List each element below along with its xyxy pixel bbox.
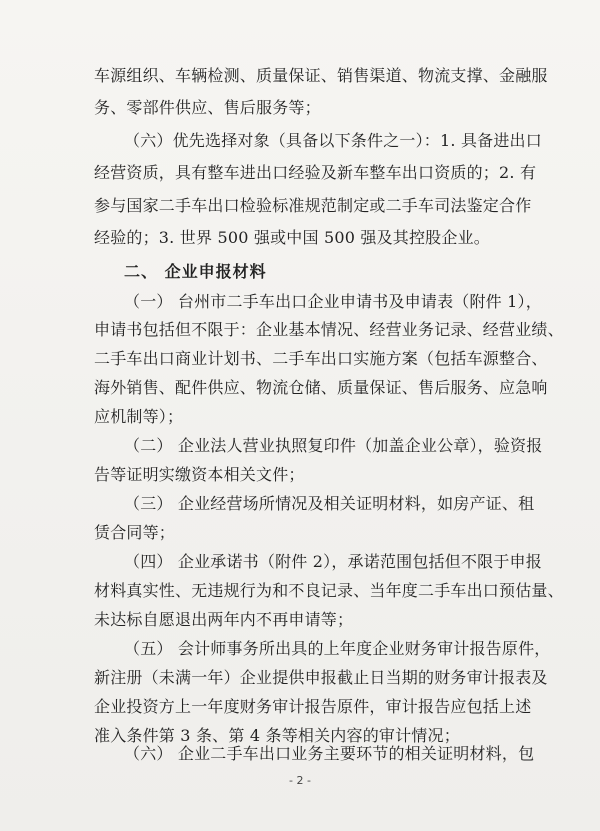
text-line-22: 企业投资方上一年度财务审计报告原件，审计报告应包括上述 xyxy=(94,697,532,716)
text-line-18: 材料真实性、无违规行为和不良记录、当年度二手车出口预估量、 xyxy=(94,581,564,600)
text-line-1: 车源组织、车辆检测、质量保证、销售渠道、物流支撑、金融服 xyxy=(94,66,548,85)
section-heading: 二、 企业申报材料 xyxy=(124,262,267,281)
text-line-16: 赁合同等； xyxy=(94,523,176,542)
text-line-19: 未达标自愿退出两年内不再申请等； xyxy=(94,610,354,629)
text-line-2: 务、零部件供应、售后服务等； xyxy=(94,98,321,117)
text-line-3: （六）优先选择对象（具备以下条件之一）：1. 具备进出口 xyxy=(124,131,542,150)
text-line-24: （六） 企业二手车出口业务主要环节的相关证明材料，包 xyxy=(124,744,535,763)
text-line-21: 新注册（未满一年）企业提供申报截止日当期的财务审计报表及 xyxy=(94,668,548,687)
text-line-15: （三） 企业经营场所情况及相关证明材料，如房产证、租 xyxy=(124,494,535,513)
text-line-12: 应机制等）； xyxy=(94,407,184,426)
text-line-9: 申请书包括但不限于：企业基本情况、经营业务记录、经营业绩、 xyxy=(94,320,564,339)
text-line-13: （二） 企业法人营业执照复印件（加盖企业公章），验资报 xyxy=(124,436,543,455)
text-line-4: 经营资质，具有整车进出口经验及新车整车出口资质的；2. 有 xyxy=(94,163,537,182)
text-line-23: 准入条件第 3 条、第 4 条等相关内容的审计情况； xyxy=(94,726,460,745)
text-line-14: 告等证明实缴资本相关文件； xyxy=(94,465,305,484)
text-line-5: 参与国家二手车出口检验标准规范制定或二手车司法鉴定合作 xyxy=(94,196,532,215)
page-number: - 2 - xyxy=(289,774,311,787)
text-line-17: （四） 企业承诺书（附件 2），承诺范围包括但不限于申报 xyxy=(124,552,542,571)
text-line-6: 经验的；3. 世界 500 强或中国 500 强及其控股企业。 xyxy=(94,228,490,247)
text-line-10: 二手车出口商业计划书、二手车出口实施方案（包括车源整合、 xyxy=(94,349,548,368)
text-line-11: 海外销售、配件供应、物流仓储、质量保证、售后服务、应急响 xyxy=(94,378,548,397)
text-line-20: （五） 会计师事务所出具的上年度企业财务审计报告原件， xyxy=(124,639,551,658)
text-line-8: （一） 台州市二手车出口企业申请书及申请表（附件 1）， xyxy=(124,292,542,311)
